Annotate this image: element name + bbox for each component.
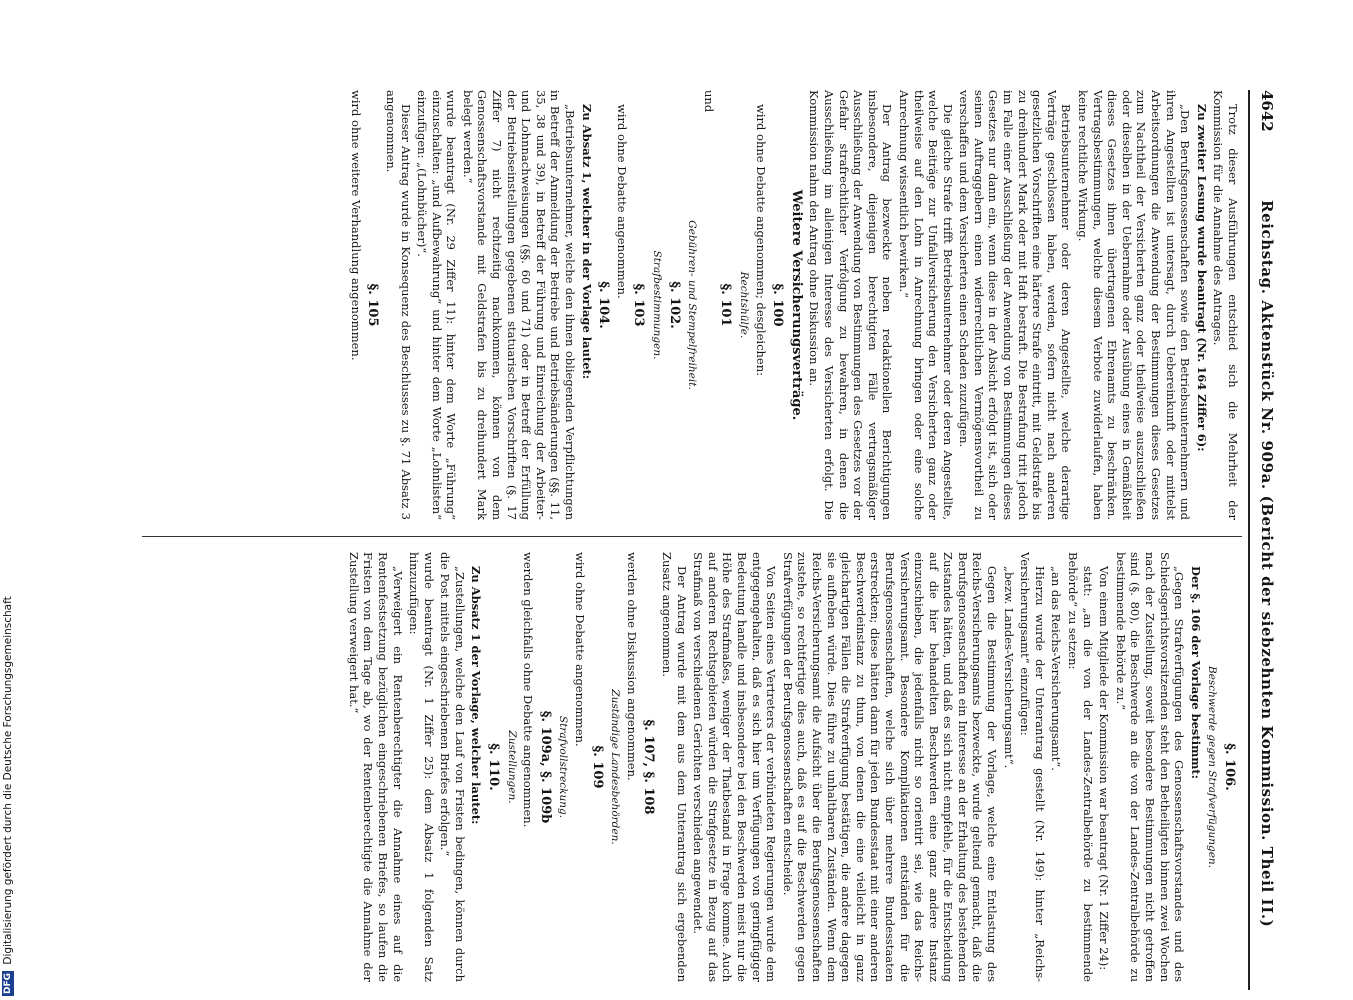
paragraph: Zu zweiter Lesung wurde beantragt (Nr. 164 Ziffer 6):	[1194, 104, 1209, 452]
section-subtitle: Zustellungen.	[505, 730, 518, 804]
quote-paragraph: „bezw. Landes-Versicherungsamt“.	[1001, 566, 1016, 769]
section-number: §. 103	[631, 283, 647, 327]
section-number: §. 104.	[596, 281, 612, 329]
paragraph: Trotz dieser Ausführungen entschied sich die Mehrheit der Kommission für die Annahme des Antrages.	[1211, 90, 1240, 520]
quote-paragraph: „Verweigert ein Rentenberechtigter die Annahme eines auf die Rentenfestsetzung bezüglichen eingeschriebenen Briefes, so laufen die Fristen von dem Tage ab, wo der Rentenberechtigte die Annahme der Zustellung verweigert hat.“	[346, 552, 405, 982]
paragraph: wurde beantragt (Nr. 1 Ziffer 25): dem Absatz 1 folgenden Satz hinzuzufügen:	[407, 552, 436, 982]
paragraph: Von Seiten eines Vertreters der verbündeten Regierungen wurde dem entgegengehalten, daß es sich hier um Verfügungen von geringfügiger Bedeutung handle und insbesondere bei den Beschwerden meist nur die Höhe des Strafmaßes, weniger der Thatbestand in Frage komme. Auch auf anderen Rechtsgebieten würden die Strafgesetze in Bezug auf das Strafmaß von verschiedenen Gerichten verschieden angewendet.	[691, 552, 779, 982]
paragraph: werden gleichfalls ohne Debatte angenommen.	[521, 552, 536, 828]
dfg-logo: DFG	[3, 972, 13, 994]
paragraph: wird ohne weitere Verhandlung angenommen.	[348, 90, 363, 361]
section-number: §. 109	[589, 745, 605, 789]
quote-paragraph: „an das Reichs-Versicherungsamt“.	[1049, 566, 1064, 771]
running-title: Reichstag. Aktenstück Nr. 909a. (Bericht der siebzehnten Kommission. Theil II.)	[1258, 200, 1276, 928]
section-number: §. 105	[365, 283, 381, 327]
paragraph: Dieser Antrag wurde in Konsequenz des Beschlusses zu §. 71 Absatz 3 angenommen.	[383, 90, 413, 520]
quote-paragraph: Die gleiche Strafe trifft Betriebsunternehmer oder deren Angestellte, welche Beiträge zur Unfallversicherung den Versicherten ganz oder theilweise auf den Lohn in Anrechnung bringen oder eine solche Anrechnung wissentlich bewirken.“	[896, 90, 955, 520]
section-number: §. 102.	[666, 281, 682, 329]
left-column	[90, 90, 1240, 520]
paragraph: Zu Absatz 1 der Vorlage, welcher lautet:	[469, 566, 484, 825]
paragraph: werden ohne Diskussion angenommen.	[624, 552, 639, 781]
paragraph: Der Antrag bezweckte neben redaktionellen Berichtigungen insbesondere, diejenigen berechtigten Fälle vertragsmäßiger Ausschließung der Anwendung von Bestimmungen des Gesetzes vor der Gefahr strafrechtlicher Verfolgung zu bewahren, in denen die Ausschließung im alleinigen Interesse des Versicherten erfolgt. Die Kommission nahm den Antrag ohne Diskussion an.	[807, 90, 895, 520]
right-column	[90, 552, 1240, 982]
section-number: §. 109a, §. 109b	[537, 710, 553, 824]
section-subtitle: Rechtshülfe.	[738, 271, 750, 339]
section-number: §. 110.	[486, 743, 502, 791]
page-header	[1252, 90, 1276, 990]
section-subtitle: Zuständige Landesbehörden.	[609, 689, 622, 845]
paragraph: Der §. 106 der Vorlage bestimmt:	[1188, 566, 1203, 779]
page-number: 4642	[1258, 90, 1276, 132]
section-subtitle: Strafvollstreckung.	[557, 715, 570, 819]
header-rule	[1249, 90, 1251, 990]
quote-paragraph: „Gegen Strafverfügungen des Genossenschaftsvorstandes und des Schiedsgerichtsvorsitzenden steht den Betheiligten binnen zwei Wochen nach der Zustellung, soweit besondere Bestimmungen nicht getroffen sind (§. 80), die Beschwerde an die von der Landes-Zentralbehörde zu bestimmende Behörde zu.“	[1113, 552, 1187, 982]
paragraph: statt: „an die von der Landes-Zentralbehörde zu bestimmende Behörde“ zu setzen:	[1066, 552, 1095, 982]
section-number: §. 100	[770, 283, 786, 327]
section-heading: Weitere Versicherungsverträge.	[788, 189, 804, 421]
paragraph: wird ohne Debatte angenommen.	[614, 104, 629, 299]
scanned-page	[76, 90, 1276, 990]
paragraph: und	[701, 90, 716, 113]
paragraph: wurde beantragt (Nr. 29 Ziffer 11): hinter dem Worte „Führung“ einzuschalten: „und Aufbewahrung“ und hinter dem Worte „Lohnlisten“ einzufügen: „(Lohnbücher)“.	[415, 90, 459, 520]
paragraph: Hierzu wurde der Unterantrag gestellt (Nr. 149): hinter „Reichs-Versicherungsamt“ einzufügen:	[1018, 552, 1047, 982]
section-number: §. 101	[718, 283, 734, 327]
section-number: §. 106.	[1222, 743, 1237, 791]
section-subtitle: Gebühren- und Stempelfreiheit.	[686, 220, 699, 390]
section-subtitle: Beschwerde gegen Strafverfügungen.	[1206, 665, 1219, 869]
paragraph: Von einem Mitgliede der Kommission war beantragt (Nr. 1 Ziffer 24):	[1097, 566, 1112, 971]
column-divider	[142, 536, 1242, 537]
paragraph: Der Antrag wurde mit dem aus dem Unterantrag sich ergebenden Zusatz angenommen.	[660, 552, 689, 982]
paragraph: Gegen die Bestimmung der Vorlage, welche eine Entlastung des Reichs-Versicherungsamts bezweckte, wurde geltend gemacht, daß die Berufsgenossenschaften ein Interesse an der Erhaltung des bestehenden Zustandes hätten, und daß es sich nicht empfehle, für die Entscheidung auf die hier behandelten Beschwerden eine ganz andere Instanz einzuschieben, die jedenfalls nicht so orientirt sei, wie das Reichs-Versicherungsamt. Besondere Komplikationen entständen für die Berufsgenossenschaften, welche sich über mehrere Bundesstaaten erstreckten; diese hätten dann für jeden Bundesstaat mit einer anderen Beschwerdeinstanz zu thun, von denen die eine vielleicht in ganz gleichartigen Fällen die Strafverfügung bestätigen, die andere dagegen sie aufheben würde. Dies führe zu unhaltbaren Zuständen. Wenn dem Reichs-Versicherungsamt die Aufsicht über die Berufsgenossenschaften zustehe, so rechtfertige dies auch, daß es auf die Beschwerden gegen Strafverfügungen der Berufsgenossenschaften entscheide.	[780, 552, 1000, 982]
paragraph: wird ohne Debatte angenommen; desgleichen:	[753, 104, 768, 377]
quote-paragraph: „Betriebsunternehmer, welche den ihnen obliegenden Verpflichtungen in Betreff der Anmeldung der Betriebe und Betriebsänderungen (§§. 11, 35, 38 und 39), in Betreff der Führung und Einreichung der Arbeiter- und Lohnnachweisungen (§§. 60 und 71) oder in Betreff der Erfüllung der Betriebseinstellungen gegebenen statuarischen Vorschriften (§. 17 Ziffer 7) nicht rechtzeitig nachkommen, können von dem Genossenschaftsvorstande mit Geldstrafen bis zu dreihundert Mark belegt werden.“	[460, 90, 578, 520]
section-subtitle: Strafbestimmungen.	[651, 250, 664, 360]
quote-paragraph: „Zustellungen, welche den Lauf von Fristen bedingen, können durch die Post mittels eingeschriebenen Briefes erfolgen.“	[438, 552, 467, 982]
quote-paragraph: Betriebsunternehmer oder deren Angestellte, welche derartige Verträge geschlossen haben, werden, sofern nicht nach anderen gesetzlichen Vorschriften eine härtere Strafe eintritt, mit Geldstrafe bis zu dreihundert Mark oder mit Haft bestraft. Die Bestrafung tritt jedoch im Falle einer Ausschließung der Anwendung von Bestimmungen dieses Gesetzes nur dann ein, wenn diese in der Absicht erfolgt ist, sich oder seinen Auftraggebern einen widerrechtlichen Vermögensvortheil zu verschaffen und dem Versicherten einen Schaden zuzufügen.	[957, 90, 1074, 520]
footer-text: Digitalisierung gefördert durch die Deutsche Forschungsgemeinschaft	[2, 596, 14, 965]
quote-paragraph: „Den Berufsgenossenschaften sowie den Betriebsunternehmern und ihren Angestellten ist untersagt, durch Uebereinkunft oder mittelst Arbeitsordnungen die Anwendung der Bestimmungen dieses Gesetzes zum Nachtheil der Versicherten ganz oder theilweise auszuschließen oder dieselben in der Uebernahme oder Ausübung eines in Gemäßheit dieses Gesetzes ihnen übertragenen Ehrenamts zu beschränken. Vertragsbestimmungen, welche diesem Verbote zuwiderlaufen, haben keine rechtliche Wirkung.	[1076, 90, 1193, 520]
section-number: §. 107, §. 108	[641, 719, 657, 815]
paragraph: wird ohne Debatte angenommen.	[573, 552, 588, 747]
footer-credit	[2, 0, 16, 996]
paragraph: Zu Absatz 1, welcher in der Vorlage lautet:	[579, 104, 594, 380]
